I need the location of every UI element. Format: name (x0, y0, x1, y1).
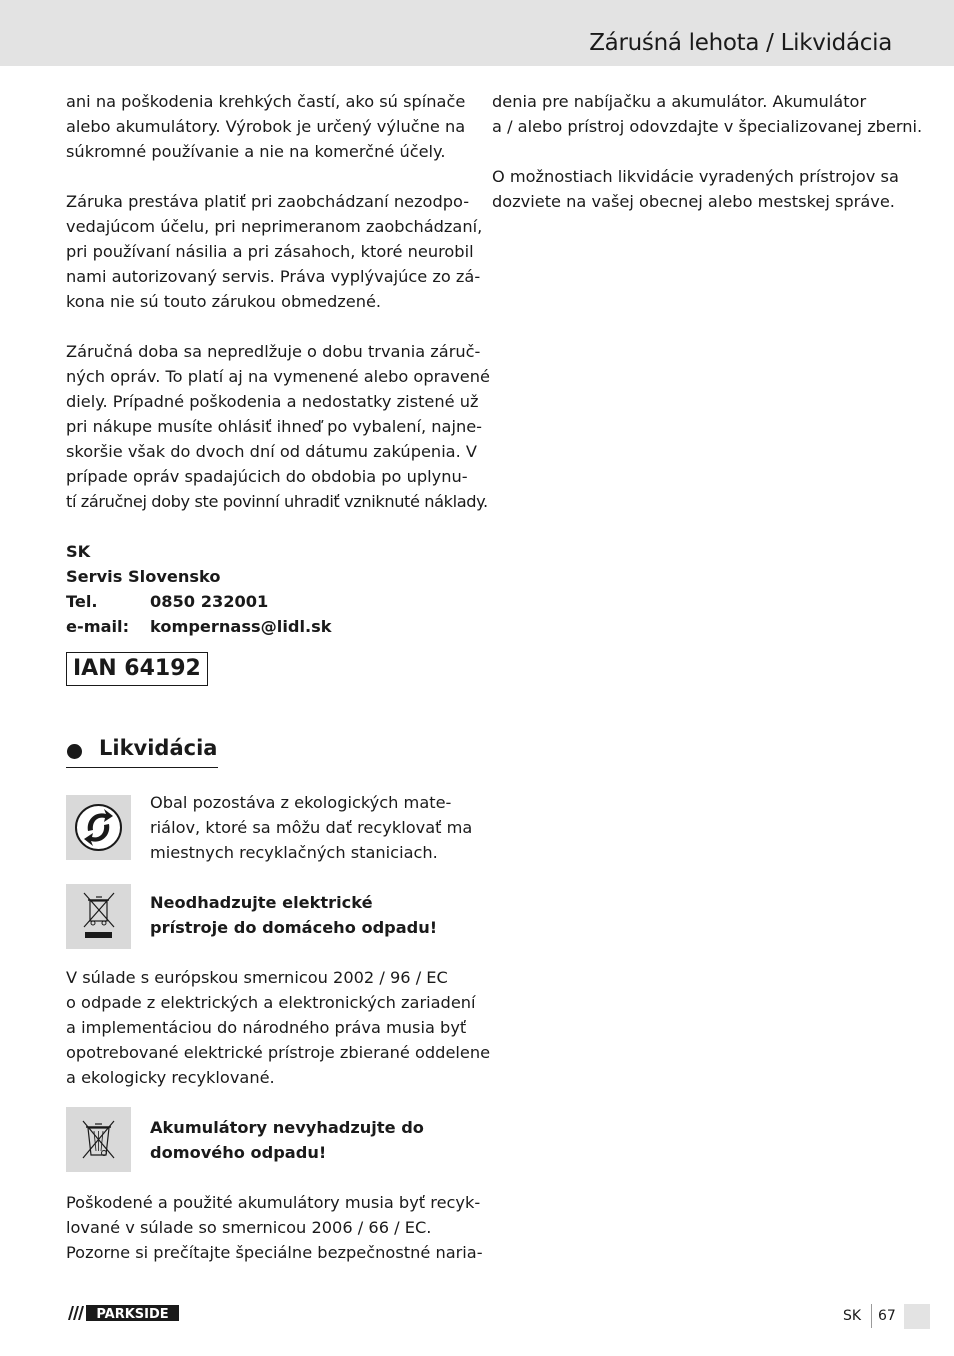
contact-email: e-mail: kompernass@lidl.sk (66, 617, 332, 636)
footer-language: SK (843, 1308, 862, 1324)
footer-divider (871, 1304, 872, 1328)
warranty-period-paragraph: Záručná doba sa nepredlžuje o dobu trvania záruč- ných opráv. To platí aj na vymenené alebo opravené diely. Prípadné poškodenia a nedostatky zistené už pri nákupe musíte ohlásiť ihneď po vybalení, najne- skoršie však do dvoch dní od dátumu zakúpenia. V prípade opráv spadajúcich do obdobia po uplynu- tí záručnej doby ste povinní uhradiť vzniknuté náklady. (66, 342, 490, 511)
service-contact (66, 539, 466, 639)
ian-number-box: IAN 64192 (66, 652, 208, 686)
municipal-disposal-paragraph: O možnostiach likvidácie vyradených prístrojov sa dozviete na vašej obecnej alebo mestskej správe. (492, 167, 899, 211)
packaging-recycling-text: Obal pozostáva z ekologických mate- riálov, ktoré sa môžu dať recyklovať ma miestnych recyklačných staniciach. (150, 793, 473, 862)
battery-disposal-paragraph: Poškodené a použité akumulátory musia byť recyk- lované v súlade so smernicou 2006 / 66 / EC. Pozorne si prečítajte špeciálne bezpečnostné naria- (66, 1193, 483, 1262)
right-column (492, 89, 923, 239)
battery-warning-text: Akumulátory nevyhadzujte do domového odpadu! (150, 1118, 424, 1162)
contact-country: SK (66, 542, 91, 561)
warranty-exclusions-paragraph: ani na poškodenia krehkých častí, ako sú spínače alebo akumulátory. Výrobok je určený výlučne na súkromné používanie a nie na komerčné účely. (66, 92, 466, 161)
parkside-logo (66, 1304, 179, 1322)
weee-directive-paragraph: V súlade s európskou smernicou 2002 / 96 / EC o odpade z elektrických a elektronických zariadení a implementáciou do národného práva musia byť opotrebované elektrické prístroje zbierané oddelene a ekologicky recyklované. (66, 968, 491, 1087)
battery-continuation-paragraph: denia pre nabíjačku a akumulátor. Akumulátor a / alebo prístroj odovzdajte v špecializovanej zberni. (492, 92, 923, 136)
page-title: Záruśná lehota / Likvidácia (589, 30, 892, 56)
crossed-out-battery-bin-icon (66, 1107, 131, 1172)
left-column (66, 89, 490, 686)
weee-warning-text: Neodhadzujte elektrické prístroje do domáceho odpadu! (150, 893, 438, 937)
brand-text: PARKSIDE (96, 1307, 169, 1322)
disposal-title: Likvidácia (99, 736, 218, 760)
contact-phone: Tel. 0850 232001 (66, 592, 269, 611)
green-dot-recycling-icon (66, 795, 131, 860)
page-number: 67 (878, 1308, 896, 1324)
contact-service-name: Servis Slovensko (66, 567, 221, 586)
crossed-out-wheelie-bin-icon (66, 884, 131, 949)
disposal-heading (66, 736, 218, 768)
warranty-void-paragraph: Záruka prestáva platiť pri zaobchádzaní nezodpo- vedajúcom účelu, pri neprimeranom zaobchádzaní, pri používaní násilia a pri zásahoch, ktoré neurobil nami autorizovaný servis. Práva vyplývajúce zo zá- kona nie sú touto zárukou obmedzené. (66, 192, 483, 311)
bullet-icon (67, 744, 82, 759)
footer-tab-marker (904, 1304, 930, 1329)
